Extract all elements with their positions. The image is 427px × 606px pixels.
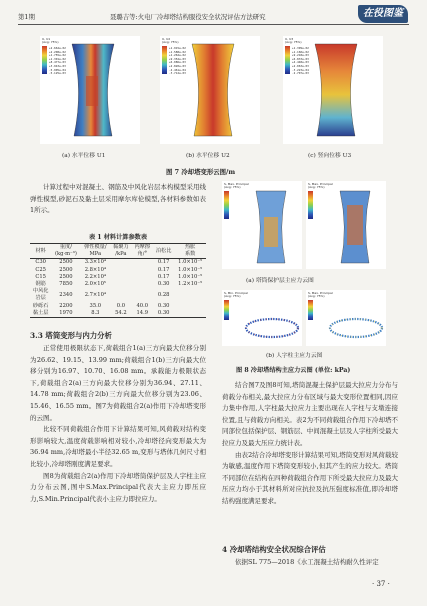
fig8a-contour-tower (222, 181, 302, 269)
table-cell: 1970 (59, 309, 73, 316)
table-row (30, 281, 206, 288)
table-row (30, 267, 206, 274)
table-cell (132, 267, 153, 274)
s33-paragraph-3: 图8为荷载组合2(a)作用下冷却塔筒保护层及人字柱主应力分布云图,图中S.Max.Principal代表大主应力即压应力,S.Min.Principal代表小主应力即拉应力。 (30, 471, 206, 503)
table-cell: 2500 (59, 266, 73, 273)
section-4-body (222, 557, 398, 569)
fig7c-label: (c) 竖向位移 U3 (308, 153, 352, 159)
table-cell: 0.30 (157, 302, 170, 309)
running-title: 聂璐吉等:火电厂冷却塔结构服役安全状况评估方法研究 (110, 13, 266, 21)
table-cell: 0.17 (157, 259, 170, 266)
fig8-caption: 图 8 冷却塔结构主应力云图 (单位: kPa) (236, 367, 351, 374)
fig8a-legend: S, Max. Principal (Avg: 75%) (224, 183, 250, 219)
table-cell: 0.17 (157, 273, 170, 280)
table-cell (110, 288, 131, 302)
legend-tick: -2.707e-03 (292, 71, 309, 76)
fig8-panel-c (222, 290, 302, 346)
logo-text: 在役图鉴 (363, 8, 403, 19)
legend-tick: +2.820e-03 (169, 64, 186, 68)
table-cell (132, 259, 153, 267)
legend-tick: +1.755e-02 (49, 53, 66, 58)
table-cell: 35.0 (89, 302, 102, 309)
legend-tick: +6.086e-03 (169, 60, 186, 65)
journal-logo (358, 5, 408, 23)
s4-paragraph-1: 依据SL 775—2018《水工混凝土结构耐久性评定 (235, 558, 379, 566)
table-cell: 7850 (59, 281, 73, 288)
table-cell (110, 267, 131, 274)
table-cell: 1.0×10⁻⁵ (178, 273, 203, 280)
table-cell: C30 (35, 259, 46, 266)
fig7-panel-b (160, 36, 260, 144)
fig7-panel-c (283, 36, 383, 144)
table-cell: 1.2×10⁻⁵ (178, 281, 203, 288)
table-cell: 砂砾石 (32, 302, 49, 309)
table-cell: 0.0 (116, 302, 126, 309)
table-cell: 2500 (59, 259, 73, 266)
table-cell (174, 303, 206, 310)
table-body (30, 259, 206, 318)
section-4-heading: 4 冷却塔结构安全状况综合评估 (222, 545, 326, 554)
table-cell: 3.3×10⁴ (84, 259, 106, 266)
fig7a-contour-tower (40, 36, 140, 144)
table-cell: 2200 (59, 302, 73, 309)
legend-tick: +1.588e-02 (169, 49, 186, 54)
fig7b-contour-tower (160, 36, 260, 144)
fig8c-column-ring (222, 290, 302, 346)
table-cell: 14.9 (136, 309, 149, 316)
section-3-3-heading: 3.3 塔筒变形与内力分析 (30, 331, 112, 340)
page-number: · 37 · (372, 580, 390, 588)
fig8b-legend: S, Max. Principal (Avg: 75%) (308, 183, 334, 219)
right-paragraph-2: 由表2结合冷却塔变形计算结果可知,塔筒变形对风荷载较为敏感,温度作用下塔筒变形较小,但其产生的应力较大。塔筒不同部位在结构在四种荷载组合作用下所受最大拉应力及最大压应力均小于其材料所对应抗拉及抗压强度标准值,即冷却塔结构强度满足要求。 (222, 450, 398, 505)
fig7b-legend: U, U2 (Avg: 75%) +1.915e-02 +1.588e-02 +1.262e-02 +9.352e-03 +6.086e-03 +2.820e-03 -4.461e-04 -3.712e-03 (162, 37, 186, 76)
table-cell (110, 281, 131, 288)
table-cell: 8.3 (91, 309, 100, 316)
fig7a-label: (a) 水平位移 U1 (62, 153, 106, 159)
table-cell (174, 288, 206, 302)
table-row (30, 274, 206, 281)
table-cell (132, 274, 153, 281)
legend-tick: +6.833e-03 (292, 56, 309, 61)
table-row (30, 288, 206, 302)
legend-tick: -5.905e-04 (49, 67, 66, 72)
legend-tick: +2.662e-02 (49, 46, 66, 50)
legend-tick: +8.477e-03 (49, 60, 66, 65)
fig8-panel-d (306, 290, 386, 346)
fig7b-label: (b) 水平位移 U2 (186, 153, 230, 159)
fig8a-label: (a) 塔筒保护层主应力云图 (246, 278, 314, 284)
table-cell: 40.0 (136, 302, 149, 309)
fig8d-legend: S, Max. Principal (Avg: 75%) (308, 292, 334, 320)
table-cell (132, 281, 153, 288)
legend-tick: +1.262e-02 (169, 53, 186, 58)
table-row (30, 259, 206, 267)
fig8-panel-b (306, 181, 386, 269)
legend-tick: +1.301e-02 (49, 56, 66, 61)
legend-tick: -3.223e-04 (292, 67, 309, 72)
table-row (30, 303, 206, 310)
fig7c-contour-tower (283, 36, 383, 144)
fig7-panel-a (40, 36, 140, 144)
legend-tick: +1.399e-02 (292, 46, 309, 50)
s33-paragraph-1: 正常使用极限状态下,荷载组合1(a)三方向最大位移分别为26.62、19.15、13.99 mm;荷载组合1(b)三方向最大位移分别为16.97、10.70、16.08 mm。承载能力极限状态下,荷载组合2(a)三方向最大位移分别为36.94、27.11、14.78 mm;荷载组合2(b)三方向最大位移分别为23.06、15.46、16.55 mm。图7为荷载组合2(a)作用下冷却塔变形的云图。 (30, 344, 206, 422)
table-cell: 2.2×10⁴ (84, 273, 106, 280)
table-cell: 0.30 (157, 309, 170, 316)
legend-tick: -3.712e-03 (169, 71, 186, 76)
table1-title: 表 1 材料计算参数表 (88, 234, 148, 241)
legend-tick: +9.352e-03 (169, 56, 186, 61)
fig8c-legend: S, Min. Principal (Avg: 75%) (224, 292, 250, 320)
header-rule (18, 24, 409, 25)
table-cell: C15 (35, 273, 46, 280)
right-paragraph-1: 结合图7及图8可知,塔筒混凝土保护层最大拉应力分布与荷载分布相关,最大拉应力分布区域与最大变形位置相同,因应力集中作用,人字柱最大拉应力主要出现在人字柱与支墩连接位置,且与荷载方向相关。表2为不同荷载组合作用下冷却塔不同部位包括保护层、钢筋层、中间混凝土层及人字柱所受最大拉应力及最大压应力统计表。 (222, 381, 398, 447)
table-header-row: 材料 重度/ (kg·m⁻³) 弹性模量/ MPa 黏聚力 /kPa 内摩擦 角/° 泊松比 热胀 系数 (30, 244, 206, 259)
fig8b-label: (b) 人字柱主应力云图 (266, 353, 323, 359)
fig7c-legend: U, U3 (Avg: 75%) +1.399e-02 +1.160e-02 +9.218e-03 +6.833e-03 +4.448e-03 +2.063e-03 -3.223e-04 -2.707e-03 (285, 37, 309, 76)
table-cell: 钢筋 (35, 281, 46, 288)
table-cell (132, 288, 153, 302)
s33-paragraph-2: 比较不同荷载组合作用下计算结果可知,风荷载对结构变形影响较大,温度荷载影响相对较小,冷却塔径向变形最大为36.94 mm,冷却塔最小半径32.65 m,变形与塔体几何尺寸相比较小,冷却塔刚度满足要求。 (30, 425, 206, 468)
table-cell: 0.17 (157, 266, 170, 273)
table-cell: 黏土层 (32, 309, 49, 316)
table-cell (110, 274, 131, 281)
fig8b-contour-tower (306, 181, 386, 269)
issue-number: 第1期 (18, 13, 35, 21)
section-3-3-body (30, 343, 206, 505)
fig7-caption: 图 7 冷却塔变形云图/m (166, 168, 236, 176)
right-column-body (222, 380, 398, 508)
table-cell: C25 (35, 266, 46, 273)
table-cell: 中风化 岩层 (32, 288, 49, 302)
legend-tick: +9.218e-03 (292, 53, 309, 58)
table-cell: 2340 (59, 291, 73, 298)
legend-tick: +2.208e-02 (49, 49, 66, 54)
legend-tick: +4.448e-03 (292, 60, 309, 65)
table-cell: 0.30 (157, 281, 170, 288)
table-cell: 2.7×10⁴ (84, 291, 106, 298)
legend-tick: -5.125e-03 (49, 71, 66, 76)
legend-tick: +1.160e-02 (292, 49, 309, 54)
table-cell (110, 259, 131, 267)
table-row (30, 310, 206, 318)
table-cell: 1.0×10⁻⁵ (178, 266, 203, 273)
material-table (30, 243, 206, 318)
table-cell: 0.28 (157, 291, 170, 298)
table-cell: 2.8×10⁴ (84, 266, 106, 273)
table-cell: 2.0×10⁵ (84, 281, 106, 288)
legend-tick: +3.943e-03 (49, 64, 66, 68)
fig8d-column-ring (306, 290, 386, 346)
table-cell: 1.0×10⁻⁵ (178, 259, 203, 266)
fig8-panel-a (222, 181, 302, 269)
intro-paragraph: 计算过程中对混凝土、钢筋及中风化岩层本构模型采用线弹性模型,砂泥石及黏土层采用摩尔库伦模型,各材料参数如表1所示。 (30, 183, 206, 215)
table-cell (174, 310, 206, 318)
legend-tick: +2.063e-03 (292, 64, 309, 68)
legend-tick: +1.915e-02 (169, 46, 186, 50)
legend-tick: -4.461e-04 (169, 67, 186, 72)
fig7a-legend: U, U1 (Avg: 75%) +2.662e-02 +2.208e-02 +1.755e-02 +1.301e-02 +8.477e-03 +3.943e-03 -5.905e-04 -5.125e-03 (42, 37, 66, 76)
table-cell: 2500 (59, 273, 73, 280)
table-cell: 54.2 (115, 309, 127, 316)
